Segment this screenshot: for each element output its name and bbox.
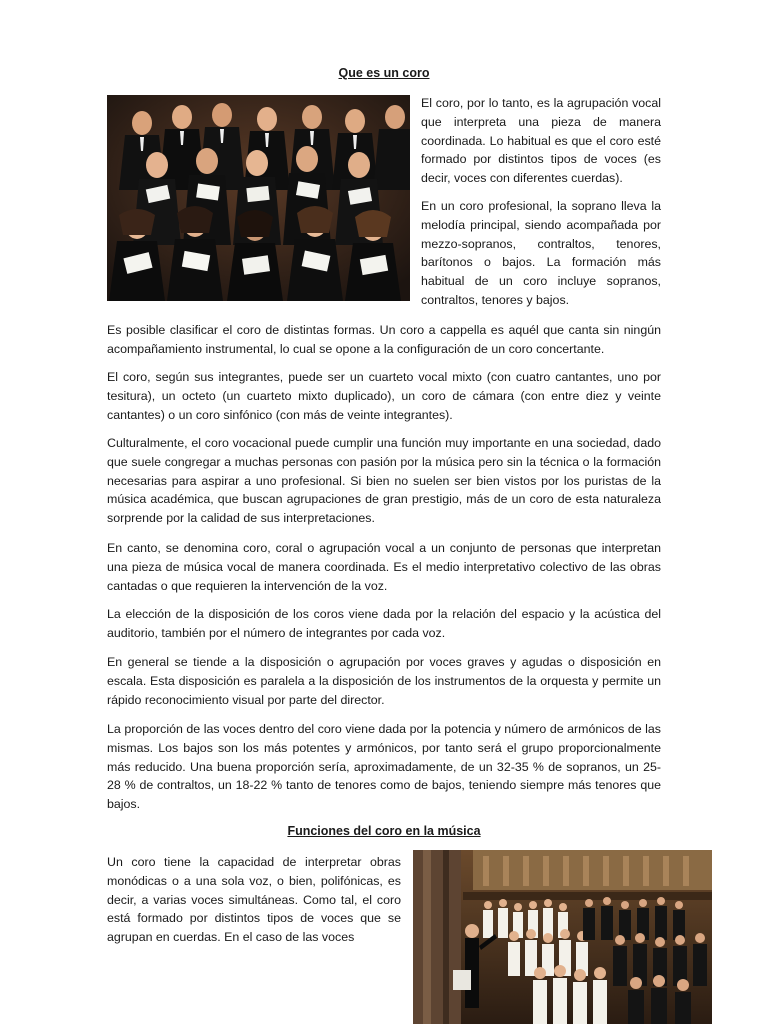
section-title-funciones: Funciones del coro en la música (287, 824, 481, 838)
choir-photo (107, 95, 410, 301)
body-paragraph-6: En general se tiende a la disposición o agrupación por voces graves y agudas o disposición en escala. Esta disposición es paralela a la disposición de los instrumentos de la orquesta y permite un rápido reconocimiento visual por parte del director. (107, 655, 661, 707)
church-choir-photo (413, 850, 712, 1024)
body-paragraph-5: La elección de la disposición de los coros viene dada por la relación del espacio y la acústica del auditorio, también por el número de integrantes por cada voz. (107, 607, 661, 640)
body-paragraph-1: Es posible clasificar el coro de distintas formas. Un coro a cappella es aquél que canta sin ningún acompañamiento instrumental, lo cual se opone a la configuración de un coro concertante. (107, 323, 661, 356)
intro-paragraph-1: El coro, por lo tanto, es la agrupación vocal que interpreta una pieza de manera coordinada. Lo habitual es que el coro esté formado por distintos tipos de voces (es decir, voces con diferentes cuerdas). (421, 96, 661, 186)
section-title-que-es-un-coro: Que es un coro (338, 66, 430, 80)
body-paragraph-2: El coro, según sus integrantes, puede ser un cuarteto vocal mixto (con cuatro cantantes, uno por tesitura), un octeto (un cuarteto mixto duplicado), un coro de cámara (con entre diez y veinte cantantes) o un coro sinfónico (con más de veinte integrantes). (107, 370, 661, 422)
body-paragraph-7: La proporción de las voces dentro del coro viene dada por la potencia y número de armónicos de las mismas. Los bajos son los más potentes y armónicos, por tanto será el grupo proporcionalmente más reducido. Una buena proporción sería, aproximadamente, de un 32-35 % de sopranos, un 25-28 % de contraltos, un 18-22 % tanto de tenores como de bajos, teniendo siempre más tenores que bajos. (107, 722, 661, 812)
body-paragraph-3: Culturalmente, el coro vocacional puede cumplir una función muy importante en una sociedad, dado que suele congregar a muchas personas con pasión por la música pero sin la técnica o la formación necesarias para aspirar a uno profesional. Si bien no suelen ser bien vistos por los puristas de la música académica, que buscan agrupaciones de gran prestigio, más de un coro de esta naturaleza sorprende por la calidad de sus interpretaciones. (107, 436, 661, 526)
body-paragraph-4: En canto, se denomina coro, coral o agrupación vocal a un conjunto de personas que interpretan una pieza de música vocal de manera coordinada. Es el medio interpretativo colectivo de las obras cantadas o que requieren la intervención de la voz. (107, 541, 661, 593)
funciones-paragraph: Un coro tiene la capacidad de interpretar obras monódicas o a una sola voz, o bien, polifónicas, es decir, a varias voces simultáneas. Como tal, el coro está formado por distintos tipos de voces que se agrupan en cuerdas. En el caso de las voces (107, 855, 401, 945)
intro-paragraph-2: En un coro profesional, la soprano lleva la melodía principal, siendo acompañada por mezzo-sopranos, contraltos, tenores, barítonos o bajos. La formación más habitual de un coro incluye sopranos, contraltos, tenores y bajos. (421, 199, 661, 307)
